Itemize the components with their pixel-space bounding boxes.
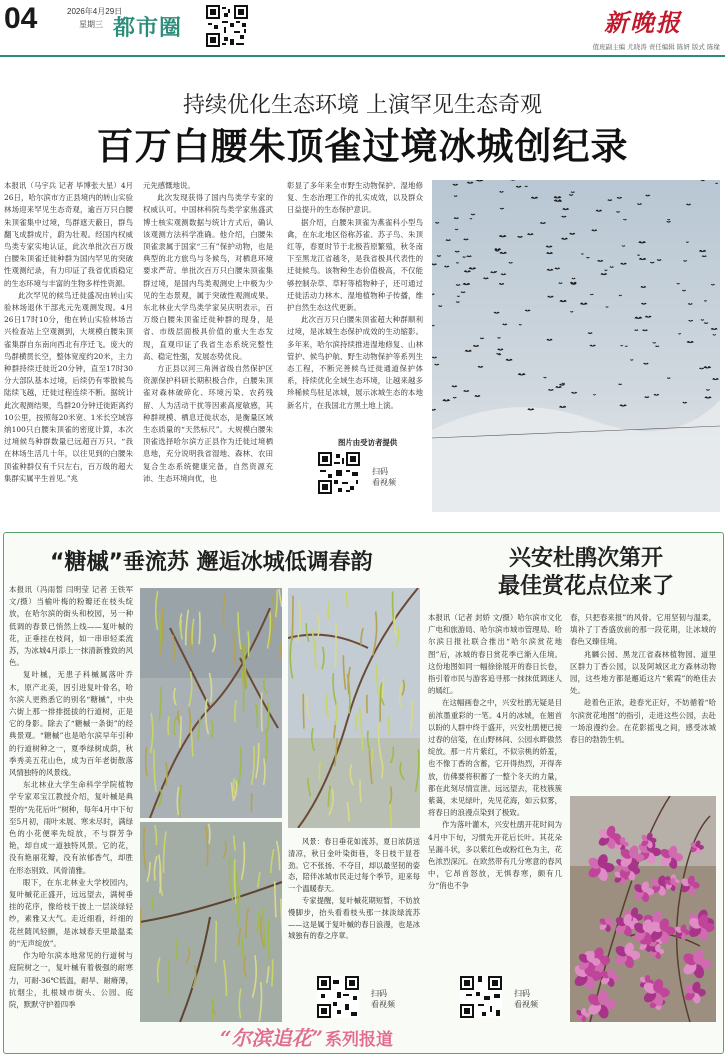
lead-column-1 xyxy=(4,180,133,507)
lead-col3-para: 彰显了多年来全市野生动物保护、湿地修复、生态治理工作的扎实成效，以及群众日益提升的生态保护意识。 xyxy=(287,181,423,215)
azalea-headline xyxy=(476,545,696,601)
elm-closing-text xyxy=(288,836,420,942)
scan-text: 扫码 xyxy=(514,989,530,998)
masthead-divider xyxy=(0,55,725,57)
lead-kicker: 持续优化生态环境 上演罕见生态奇观 xyxy=(183,93,542,118)
lead-col1-para: 本报讯（马宇兵 记者 毕博张大星）4月26日，哈尔滨市方正县境内的转山实验林场迎来罕见生态奇观，逾百万只白腰朱顶雀集中过境，鸟群遮天蔽日，群鸟翻飞成群成片，蔚为壮观。经国内权威鸟类专家实地认证，此次单批次百万级白腰朱顶雀迁徙种群为国内罕见的突破性观测纪录，有力印证了我省优质稳定的生态环境与丰富的生物多样性资源。 xyxy=(4,181,133,288)
flower-tassel xyxy=(166,762,167,786)
azalea-headline-line: 最佳赏花点位来了 xyxy=(497,574,674,599)
flower-tassel xyxy=(261,693,262,732)
issue-weekday: 星期三 xyxy=(79,20,103,29)
flower-tassel xyxy=(335,623,336,668)
issue-date: 2026年4月29日 xyxy=(67,7,123,16)
azalea-col2-para: 春，只把春来报”的风骨。它用坚韧与温柔，填补了丁香盛放前的那一段花期，让冰城的春色又臻佳境。 xyxy=(570,613,716,647)
boxelder-flowers-photo-1 xyxy=(140,588,282,818)
azalea-column-1 xyxy=(428,612,562,968)
azalea-headline-line: 兴安杜鹃次第开 xyxy=(508,546,663,571)
elm-col1-para: 东北林业大学生命科学学院植物学专家邓宝江教授介绍，复叶槭是典型的“先花后叶”树种，每年4月中下旬至5月初，雨叶未展、寒未尽时，满绿色的小花便率先绽放，不与群芳争艳，却自成一道独特风景。它的花，没有艳丽花瓣，没有浓郁香气，却胜在形态别致、风骨清雅。 xyxy=(9,780,133,875)
flower-tassel xyxy=(168,716,169,735)
boxelder-flowers-photo-2 xyxy=(140,822,282,1022)
lead-scan-label xyxy=(372,466,396,488)
flower-tassel xyxy=(292,596,293,640)
lead-column-3 xyxy=(287,180,423,448)
elm-qr-code[interactable] xyxy=(317,976,359,1018)
elm-closing-para: 专家提醒，复叶槭花期短暂，不妨放慢脚步，抬头看看枝头那一抹淡绿流苏——这是属于复叶槭的春日浪漫，也是冰城独有的春之序章。 xyxy=(288,895,420,941)
lead-col2-para: 方正县以河三角洲省级自然保护区资源保护科研长期积极合作，白腰朱顶雀对森林破碎化、环境污染、农药残留、人为活动干扰等因素高度敏感，其种群规模、栖息迁徙状态，是衡量区域生态质量的“天然标尺”。大规模白腰朱顶雀选择哈尔滨方正县作为迁徙过境栖息地，充分说明我省湿地、森林、农田复合生态系统健康完备，自然资源充沛、生态环境向优，也 xyxy=(143,364,273,483)
scan-text: 扫码 xyxy=(372,467,388,476)
azalea-col1-para: 在这幅画卷之中，兴安杜鹃无疑是目前浓墨重彩的一笔。4月的冰城，在翘首以盼的人群中终于盛开，兴安杜鹃便已接过春的信笺，在山野林间、公园水畔傲然绽放。那一片片紫红，不似宗桃的娇羞，也不像丁香的含蓄，它开得热烈，开得奔放，仿佛要将积蓄了一整个冬天的力量，都在此刻尽情宣泄。远远望去，花枝簇簇紫蔼，未见绿叶，先见花海，如云似雾，将春日的浪漫点染到了极致。 xyxy=(428,698,562,818)
birds-flock-photo xyxy=(432,180,720,512)
editor-credits: 值班副主编 尤晓涛 责任编辑 陈妍 版式 陈缘 xyxy=(592,43,720,51)
flower-tassel xyxy=(303,694,304,729)
elm-col1-para: 复叶槭，无患子科槭属落叶乔木，原产北美，因引进复叶骨名，哈尔滨人更熟悉它的别名“糖槭”，中央六街上那一排排挺拔的行道树，正是它的身影。除去了“糖槭一条街”的经典景观。“糖槭”也是哈尔滨早年引种的行道树种之一，夏季绿树成荫，秋季秀美五花山色，成为百年老街散落风情独特的风景线。 xyxy=(9,670,133,778)
elm-col1-para: 作为哈尔滨本地常见的行道树与庭院树之一，复叶槭有着极强的耐寒力，可耐-36℃低温，耐旱、耐瘠薄，抗烟尘，扎根城市街头、公园、庭院，默默守护着四季 xyxy=(9,951,133,1009)
azalea-col2-para: 趁着色正浓，趁春光正好，不妨循着“哈尔滨赏花地图”的指引，走进这些公园，去赴一场浪漫约会。在花影摇曳之间，感受冰城春日的勃勃生机。 xyxy=(570,698,716,745)
elm-col1-para: 眼下，在东北林业大学校园内，复叶槭花正盛开，远远望去，满树垂挂的花序，像给枝干披上一层淡绿轻纱，素雅又大气。走近细看，纤细的花丝随风轻颤，是冰城春天里最温柔的“无声绽放”。 xyxy=(9,877,133,948)
series-title-script: “尔滨追花” xyxy=(220,1026,324,1050)
lead-column-2 xyxy=(143,180,273,507)
azalea-col2-para: 兆麟公园、黑龙江省森林植物园、道里区群力丁香公园，以及阿城区北方森林动物园，这些地方都是邂逅这片“紫霞”的绝佳去处。 xyxy=(570,649,716,696)
series-title-label: 系列报道 xyxy=(325,1030,393,1050)
azalea-column-2 xyxy=(570,612,716,792)
lead-col2-para: 元先感慨地说。 xyxy=(143,181,195,190)
azalea-qr-code[interactable] xyxy=(460,976,502,1018)
scan-text: 看视频 xyxy=(371,1000,395,1009)
page-number: 04 xyxy=(4,2,38,35)
flower-tassel xyxy=(360,780,361,802)
scan-text: 看视频 xyxy=(514,1000,538,1009)
flower-tassel xyxy=(319,762,320,781)
lead-qr-code[interactable] xyxy=(318,452,360,494)
lead-col1-para: 此次罕见的候鸟迁徙盛况由转山实验林场退休干部兆元先观测发现。4月26日17时10分，他在转山实验林场吉兴检查站上空观测到，大规模白腰朱顶雀集群自东南向西北有序迁飞。庞大的鸟群横贯长空，整体宽度约20米，主力种群持续迁徙近20分钟，直至17时30分大部队基本过境，后续仍有零散候鸟陆续飞越，迁徙过程连续不断。据统计此次观测结果，鸟群20分钟迁徙距离约10公里，按照每20米宽、1米长空域容纳100只白腰朱顶雀的密度计算，本次过境候鸟种群数量已远超百万只。“我在林场生活几十年，以往见到的白腰朱顶雀种群仅有千只左右，百万级的超大集群实属平生首见。”兆 xyxy=(4,290,133,483)
azalea-scan-label xyxy=(514,988,538,1010)
flower-tassel xyxy=(199,612,200,644)
elm-scan-label xyxy=(371,988,395,1010)
azalea-flowers-photo xyxy=(570,796,716,1022)
azalea-col1-para: 作为落叶灌木，兴安杜鹃开花时间为4月中下旬，习惯先开花后长叶。其花朵呈漏斗状，多以紫红色或粉红色为主，花色浓烈深沉。在欧然带有几分寒意的春风中，它昂首怒放，无惧春寒，颇有几分“俏也不争 xyxy=(428,820,562,891)
elm-headline: “糖槭”垂流苏 邂逅冰城低调春韵 xyxy=(50,550,373,575)
azalea-col1-para: 本报讯（记者 封娇 文/摄）哈尔滨市文化广电和旅游局、哈尔滨市城市管理局、哈尔滨日报社联合推出“哈尔滨赏花地图”后，冰城的春日赏花季已渐入佳境。这份地图如同一幅徐徐展开的春日长卷，指引着市民与游客追寻那一抹抹低调迷人的嫣红。 xyxy=(428,613,562,696)
scan-text: 看视频 xyxy=(372,478,396,487)
flower-tassel xyxy=(328,602,329,619)
elm-closing-para: 风景：春日垂花如流苏，夏日浓荫送清凉，秋日金叶染街巷，冬日枝干显苍劲。它不张扬、不夺目，却以最坚韧的姿态，陪伴冰城市民走过每个季节，迎来每一个温暖春天。 xyxy=(288,837,420,894)
masthead-qr-code[interactable] xyxy=(206,5,248,47)
boxelder-flowers-photo-3 xyxy=(288,588,420,828)
elm-col1-para: 本报讯（冯雨皙 闫明莹 记者 王铁军 文/摄）当榆叶梅的粉瓣还在枝头绽放，在哈尔滨的街头和校园，另一种低调的春景已悄然上线——复叶槭的花，正垂挂在枝间，如一串串轻柔流苏，为冰城4月添上一抹清新雅致的风色。 xyxy=(9,585,133,668)
flower-tassel xyxy=(248,631,249,656)
photo-credit: 图片由受访者提供 xyxy=(338,438,398,447)
lead-col2-para: 此次发现获得了国内鸟类学专家的权威认可。中国林科院鸟类学家焦盛武博士核实观测数据与统计方式后，确认该观测方法科学准确。他介绍，白腰朱顶雀隶属于国家“三有”保护动物，也是典型的北方旅鸟与冬候鸟，对栖息环境要求严苛。单批次百万只白腰朱顶雀集群过境，是国内鸟类观测史上中极为少见的生态景观，属于突破性观测成果。东北林业大学鸟类学家吴庆明表示，百万级白腰朱顶雀迁徙种群的现身，是省、市级层面极具价值的重大生态发现，直观印证了我省生态系统完整性高、稳定性强，发展态势优良。 xyxy=(143,193,273,361)
elm-column-1 xyxy=(9,584,133,1016)
newspaper-logo: 新晚报 xyxy=(604,8,682,37)
lead-col3-para: 此次百万只白腰朱顶雀超大种群顺利过境，是冰城生态保护成效的生动缩影。多年来，哈尔滨持续推进湿地修复、山林管护、候鸟护航、野生动物保护等系列生态工程，不断完善候鸟迁徙通道保护体系，持续优化全域生态环境，让越来越多珍稀候鸟驻足冰城，展示冰城生态的本地新名片，在我国北方黑土地上演。 xyxy=(287,315,423,410)
lead-col3-para: 据介绍，白腰朱顶雀为燕雀科小型鸟禽，在东北地区俗称苏雀、苏子鸟、朱顶红等，春夏时节于北极苔原繁殖，秋冬南下至黑龙江省越冬，是我省极具代表性的迁徙候鸟。该物种生态价值极高，不仅能够控制杂草、草籽等植物种子，还可通过迁徙活动力林木、湿地植物种子传播，维护自然生态这代更新。 xyxy=(287,217,423,313)
flower-tassel xyxy=(272,959,273,986)
section-title: 都市圈 xyxy=(113,16,183,41)
flower-tassel xyxy=(215,921,216,963)
lead-headline: 百万白腰朱顶雀过境冰城创纪录 xyxy=(96,125,629,168)
scan-text: 扫码 xyxy=(371,989,387,998)
